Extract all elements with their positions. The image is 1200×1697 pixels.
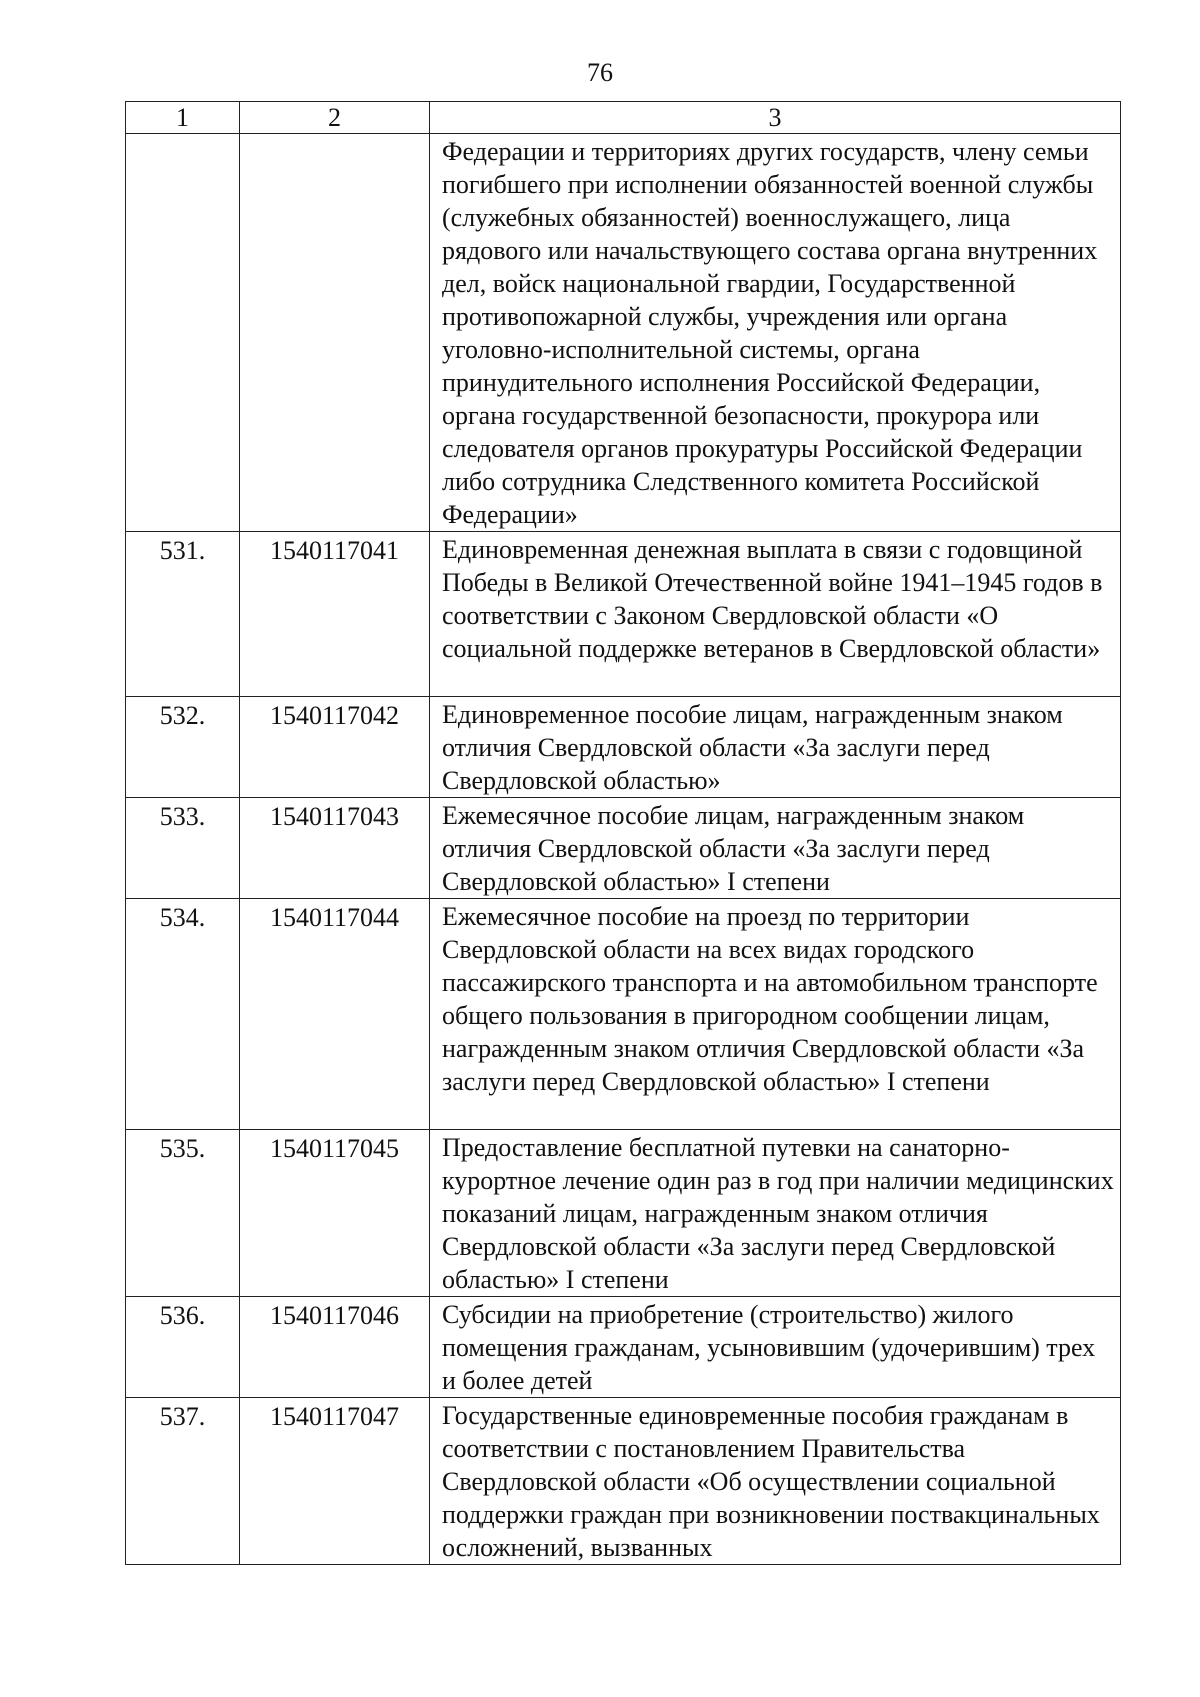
row-description: Единовременная денежная выплата в связи с годовщиной Победы в Великой Отечественной войне 1941–1945 годов в соответствии с Законом Свердловской области «О социальной поддержке ветеранов в Свердловской области»	[430, 532, 1121, 697]
table-row	[126, 1130, 1121, 1297]
row-number: 536.	[126, 1297, 240, 1398]
row-number: 535.	[126, 1130, 240, 1297]
row-number	[126, 134, 240, 532]
column-header-2: 2	[240, 102, 430, 134]
row-number: 534.	[126, 899, 240, 1130]
row-number: 532.	[126, 697, 240, 798]
table-row	[126, 1297, 1121, 1398]
table-header-row	[126, 102, 1121, 134]
row-number: 533.	[126, 798, 240, 899]
row-code: 1540117044	[240, 899, 430, 1130]
row-description: Ежемесячное пособие лицам, награжденным знаком отличия Свердловской области «За заслуги перед Свердловской областью» I степени	[430, 798, 1121, 899]
row-description: Ежемесячное пособие на проезд по территории Свердловской области на всех видах городского пассажирского транспорта и на автомобильном транспорте общего пользования в пригородном сообщении лицам, награжденным знаком отличия Свердловской области «За заслуги перед Свердловской областью» I степени	[430, 899, 1121, 1130]
row-description: Предоставление бесплатной путевки на санаторно-курортное лечение один раз в год при наличии медицинских показаний лицам, награжденным знаком отличия Свердловской области «За заслуги перед Свердловской областью» I степени	[430, 1130, 1121, 1297]
table-row	[126, 899, 1121, 1130]
row-description: Федерации и территориях других государств, члену семьи погибшего при исполнении обязанностей военной службы (служебных обязанностей) военнослужащего, лица рядового или начальствующего состава органа внутренних дел, войск национальной гвардии, Государственной противопожарной службы, учреждения или органа уголовно-исполнительной системы, органа принудительного исполнения Российской Федерации, органа государственной безопасности, прокурора или следователя органов прокуратуры Российской Федерации либо сотрудника Следственного комитета Российской Федерации»	[430, 134, 1121, 532]
table-row	[126, 798, 1121, 899]
document-table	[125, 101, 1121, 1565]
page-number: 76	[587, 58, 613, 87]
row-code: 1540117041	[240, 532, 430, 697]
row-code: 1540117047	[240, 1398, 430, 1565]
table-row	[126, 1398, 1121, 1565]
row-number: 531.	[126, 532, 240, 697]
row-code: 1540117042	[240, 697, 430, 798]
row-description: Государственные единовременные пособия гражданам в соответствии с постановлением Правительства Свердловской области «Об осуществлении социальной поддержки граждан при возникновении поствакцинальных осложнений, вызванных	[430, 1398, 1121, 1565]
row-code: 1540117043	[240, 798, 430, 899]
column-header-1: 1	[126, 102, 240, 134]
row-code	[240, 134, 430, 532]
table-row	[126, 697, 1121, 798]
row-number: 537.	[126, 1398, 240, 1565]
row-description: Единовременное пособие лицам, награжденным знаком отличия Свердловской области «За заслуги перед Свердловской областью»	[430, 697, 1121, 798]
table-row	[126, 532, 1121, 697]
row-description: Субсидии на приобретение (строительство) жилого помещения гражданам, усыновившим (удочерившим) трех и более детей	[430, 1297, 1121, 1398]
column-header-3: 3	[430, 102, 1121, 134]
row-code: 1540117045	[240, 1130, 430, 1297]
row-code: 1540117046	[240, 1297, 430, 1398]
table-row	[126, 134, 1121, 532]
